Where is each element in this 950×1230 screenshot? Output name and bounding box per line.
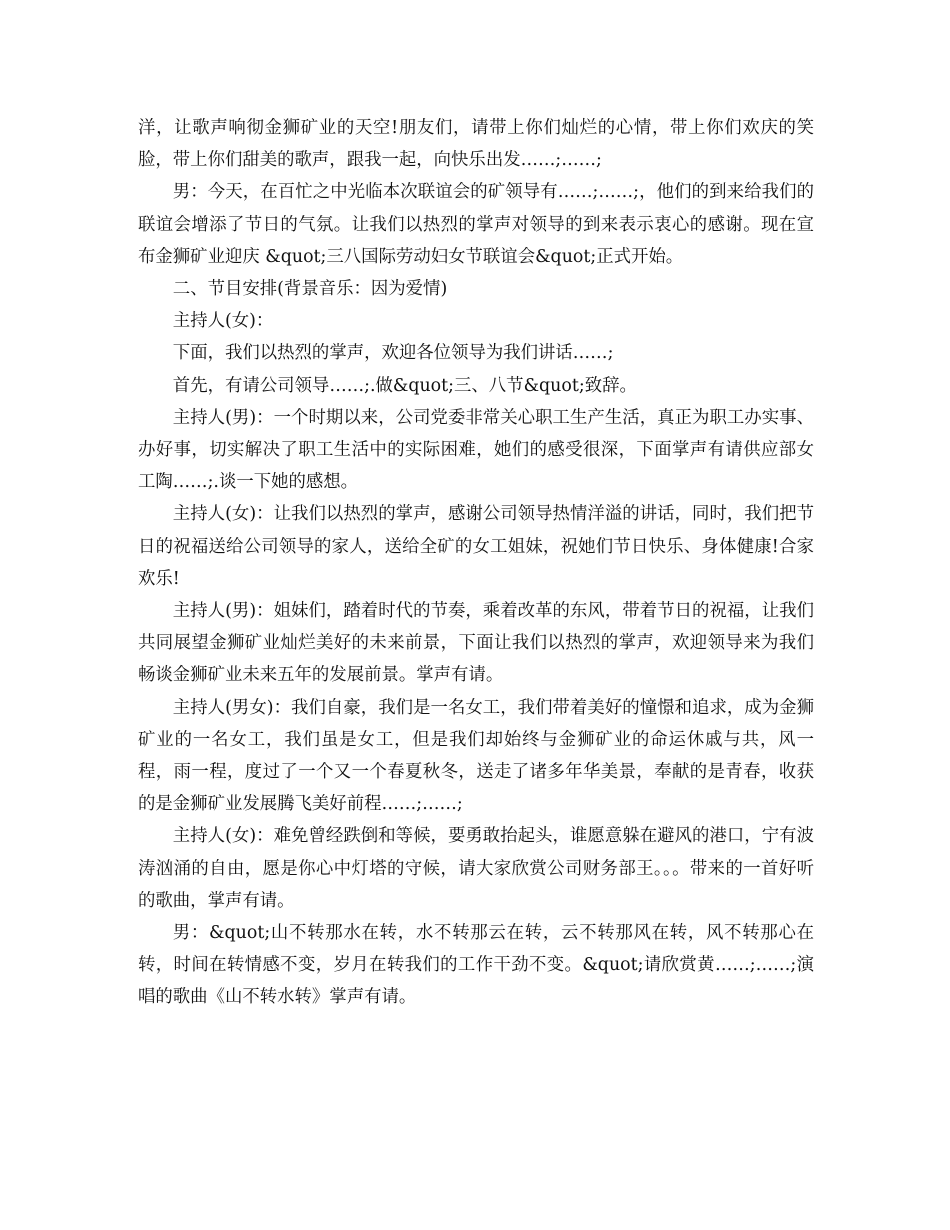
paragraph-continuation: 洋，让歌声响彻金狮矿业的天空!朋友们，请带上你们灿烂的心情，带上你们欢庆的笑脸，带上你们甜美的歌声，跟我一起，向快乐出发……;……; [138, 118, 814, 171]
paragraph-leader-speech-intro: 下面，我们以热烈的掌声，欢迎各位领导为我们讲话……; [172, 343, 614, 364]
paragraph-male-host-care: 主持人(男)：一个时期以来，公司党委非常关心职工生产生活，真正为职工办实事、办好事，切实解决了职工生活中的实际困难，她们的感受很深，下面掌声有请供应部女工陶……;.谈一下她的感想。 [138, 407, 814, 493]
paragraph-female-host-label: 主持人(女)： [172, 311, 274, 332]
paragraph-female-host-song-intro: 主持人(女)：难免曾经跌倒和等候，要勇敢抬起头，谁愿意躲在避风的港口，宁有波涛汹涌的自由，愿是你心中灯塔的守候，请大家欣赏公司财务部王。。。带来的一首好听的歌曲，掌声有请。 [138, 826, 814, 911]
paragraph-female-host-thanks: 主持人(女)：让我们以热烈的掌声，感谢公司领导热情洋溢的讲话，同时，我们把节日的祝福送给公司领导的家人，送给全矿的女工姐妹，祝她们节日快乐、身体健康!合家欢乐! [138, 504, 814, 589]
paragraph-joint-hosts-pride: 主持人(男女)：我们自豪，我们是一名女工，我们带着美好的憧憬和追求，成为金狮矿业的一名女工，我们虽是女工，但是我们却始终与金狮矿业的命运休戚与共，风一程，雨一程，度过了一个又一个春夏秋冬，送走了诸多年华美景，奉献的是青春，收获的是金狮矿业发展腾飞美好前程……;……; [138, 697, 814, 815]
paragraph-male-host-song-intro: 男：&quot;山不转那水在转，水不转那云在转，云不转那风在转，风不转那心在转，时间在转情感不变，岁月在转我们的工作干劲不变。&quot;请欣赏黄……;……;演唱的歌曲《山不转水转》掌声有请。 [138, 923, 814, 1008]
paragraph-male-host-future: 主持人(男)：姐妹们，踏着时代的节奏，乘着改革的东风，带着节日的祝福，让我们共同展望金狮矿业灿烂美好的未来前景，下面让我们以热烈的掌声，欢迎领导来为我们畅谈金狮矿业未来五年的发展前景。掌声有请。 [138, 601, 814, 686]
document-body [138, 112, 814, 1014]
paragraph-company-leader-address: 首先，有请公司领导……;.做&quot;三、八节&quot;致辞。 [172, 375, 637, 396]
paragraph-program-heading: 二、节目安排(背景音乐：因为爱情) [172, 279, 448, 300]
paragraph-male-host-opening: 男：今天，在百忙之中光临本次联谊会的矿领导有……;……;，他们的到来给我们的联谊会增添了节日的气氛。让我们以热烈的掌声对领导的到来表示衷心的感谢。现在宣布金狮矿业迎庆 &quot;三八国际劳动妇女节联谊会&quot;正式开始。 [138, 182, 814, 267]
